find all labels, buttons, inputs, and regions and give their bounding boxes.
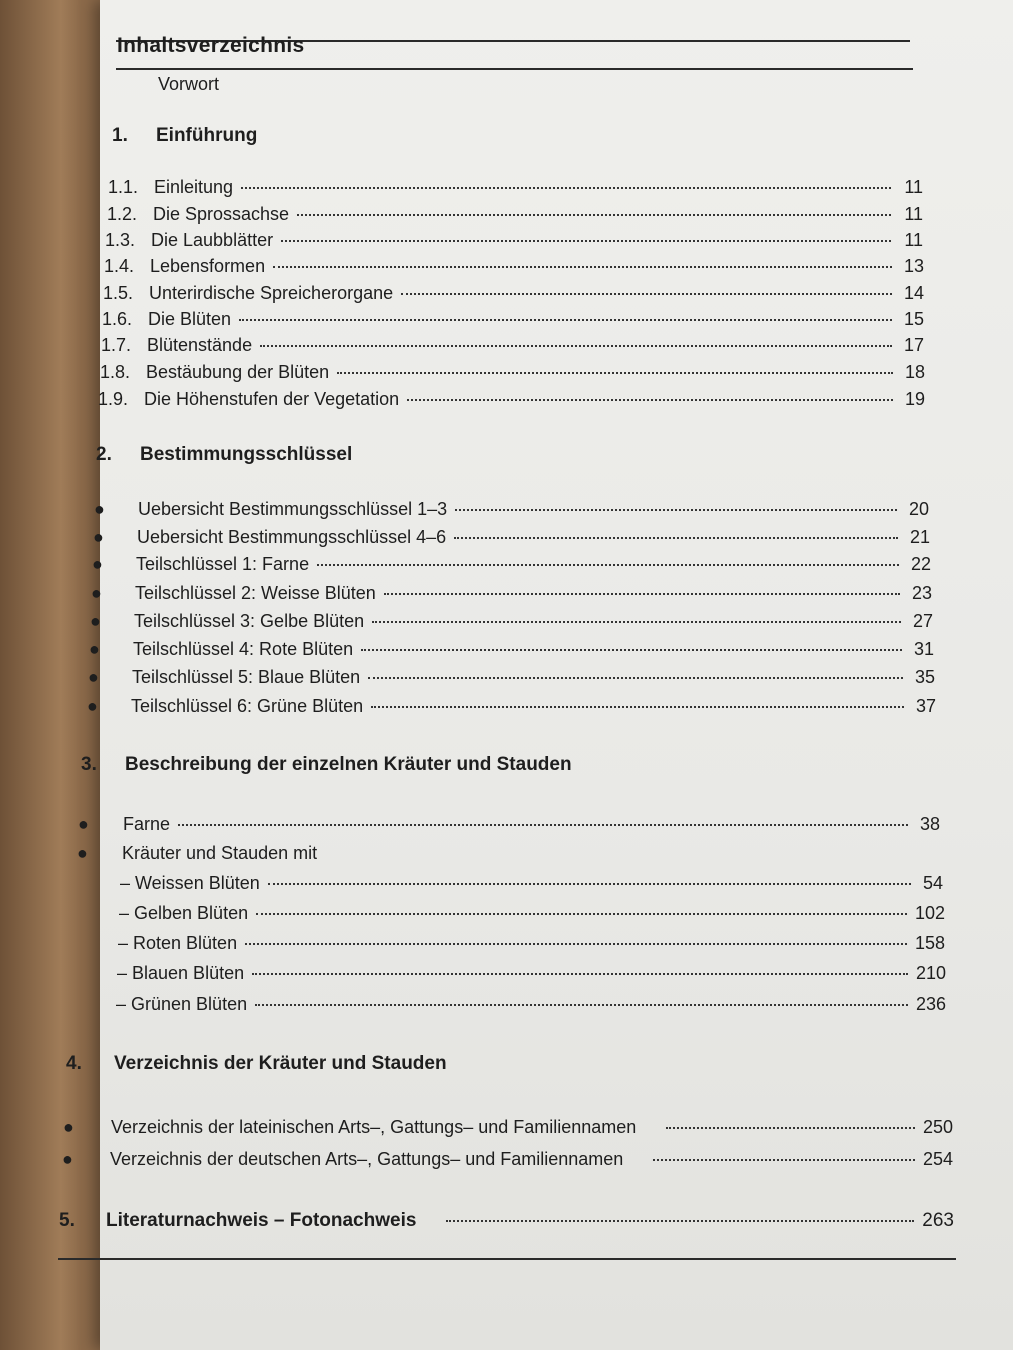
toc-page-number: 236 (915, 994, 946, 1014)
bullet-icon: ● (90, 611, 101, 631)
toc-page-number: 250 (922, 1117, 953, 1137)
bullet-icon: ● (78, 814, 89, 834)
toc-row (87, 696, 936, 717)
toc-page-number: 18 (904, 362, 925, 382)
toc-label: Lebensformen (150, 256, 266, 276)
toc-page-number: 158 (914, 933, 945, 953)
toc-row (101, 335, 924, 356)
section-2-heading (96, 444, 352, 466)
dot-leader (372, 621, 901, 623)
toc-label: Verzeichnis der lateinischen Arts–, Gattungs– und Familiennamen (111, 1117, 637, 1137)
section-3-heading (81, 754, 572, 776)
title-underline (116, 68, 913, 70)
toc-row (77, 843, 677, 864)
toc-row (94, 499, 929, 520)
toc-row (62, 1149, 953, 1170)
toc-row (117, 963, 946, 984)
preface-label: Vorwort (158, 74, 220, 94)
dot-leader (454, 537, 898, 539)
toc-number: 1.9. (98, 389, 129, 409)
toc-row (105, 230, 923, 251)
toc-page-number: 263 (922, 1210, 954, 1231)
bullet-icon: ● (62, 1149, 73, 1169)
toc-row (89, 639, 934, 660)
dot-leader (337, 372, 893, 374)
toc-row (100, 362, 925, 383)
toc-page-number: 54 (922, 873, 943, 893)
dot-leader (281, 240, 891, 242)
toc-number: 1.5. (103, 283, 134, 303)
bullet-icon: ● (92, 554, 103, 574)
toc-row (107, 204, 923, 225)
toc-page-number: 11 (904, 204, 923, 224)
toc-number: 1.3. (105, 230, 136, 250)
toc-label: – Grünen Blüten (116, 994, 248, 1014)
toc-page-number: 210 (915, 963, 946, 983)
toc-row (102, 309, 924, 330)
dot-leader (178, 824, 908, 826)
book-page (59, 0, 1013, 1350)
bullet-icon: ● (77, 843, 88, 863)
toc-label: Teilschlüssel 6: Grüne Blüten (131, 696, 364, 716)
toc-row (104, 256, 924, 277)
page-title: Inhaltsverzeichnis (117, 34, 305, 57)
section-5-number: 5. (59, 1210, 75, 1231)
toc-page-number: 27 (912, 611, 933, 631)
toc-label: Die Sprossachse (153, 204, 290, 224)
dot-leader (455, 509, 897, 511)
section-3-number: 3. (81, 754, 97, 775)
toc-row (90, 611, 933, 632)
toc-page-number: 13 (903, 256, 924, 276)
toc-row (98, 389, 925, 410)
dot-leader (252, 973, 908, 975)
bottom-rule (58, 1258, 956, 1260)
toc-label: Bestäubung der Blüten (146, 362, 330, 382)
dot-leader (241, 187, 891, 189)
dot-leader (384, 593, 900, 595)
toc-label: Die Höhenstufen der Vegetation (144, 389, 400, 409)
toc-label: Teilschlüssel 1: Farne (136, 554, 310, 574)
toc-page-number: 22 (910, 554, 931, 574)
bullet-icon: ● (63, 1117, 74, 1137)
toc-label: Verzeichnis der deutschen Arts–, Gattungs– und Familiennamen (110, 1149, 624, 1169)
toc-page-number: 254 (922, 1149, 953, 1169)
toc-row (118, 933, 945, 954)
dot-leader (255, 1004, 908, 1006)
bullet-icon: ● (88, 667, 99, 687)
section-5-title: Literaturnachweis – Fotonachweis (106, 1210, 417, 1231)
toc-number: 1.7. (101, 335, 132, 355)
bullet-icon: ● (91, 583, 102, 603)
toc-label: Teilschlüssel 4: Rote Blüten (133, 639, 354, 659)
dot-leader (297, 214, 891, 216)
toc-label: Teilschlüssel 5: Blaue Blüten (132, 667, 361, 687)
toc-label: – Gelben Blüten (119, 903, 249, 923)
toc-label: – Blauen Blüten (117, 963, 245, 983)
toc-row (103, 283, 924, 304)
dot-leader (666, 1127, 915, 1129)
toc-label: Unterirdische Spreicherorgane (149, 283, 394, 303)
dot-leader (245, 943, 907, 945)
toc-page-number: 11 (904, 177, 923, 197)
toc-row (91, 583, 932, 604)
section-4-title: Verzeichnis der Kräuter und Stauden (114, 1053, 447, 1074)
section-2-title: Bestimmungsschlüssel (140, 444, 353, 465)
dot-leader (371, 706, 904, 708)
dot-leader (268, 883, 911, 885)
dot-leader (260, 345, 892, 347)
toc-number: 1.8. (100, 362, 131, 382)
toc-row (119, 903, 945, 924)
bullet-icon: ● (93, 527, 104, 547)
toc-preface (158, 74, 219, 95)
toc-label: Die Laubblätter (151, 230, 274, 250)
toc-page-number: 21 (909, 527, 930, 547)
toc-page-number: 35 (914, 667, 935, 687)
toc-page-number: 23 (911, 583, 932, 603)
section-3-title: Beschreibung der einzelnen Kräuter und Stauden (125, 754, 572, 775)
toc-label: Teilschlüssel 3: Gelbe Blüten (134, 611, 365, 631)
toc-number: 1.2. (107, 204, 138, 224)
bullet-icon: ● (94, 499, 105, 519)
toc-number: 1.6. (102, 309, 133, 329)
toc-label: Kräuter und Stauden mit (122, 843, 318, 863)
toc-label: – Weissen Blüten (120, 873, 260, 893)
toc-row (88, 667, 935, 688)
toc-number: 1.4. (104, 256, 135, 276)
section-4-number: 4. (66, 1053, 82, 1074)
toc-label: Teilschlüssel 2: Weisse Blüten (135, 583, 376, 603)
toc-page-number: 14 (903, 283, 924, 303)
dot-leader (361, 649, 902, 651)
toc-page-number: 19 (904, 389, 925, 409)
toc-page-number: 37 (915, 696, 936, 716)
toc-label: Uebersicht Bestimmungsschlüssel 1–3 (138, 499, 448, 519)
toc-label: – Roten Blüten (118, 933, 238, 953)
dot-leader (273, 266, 892, 268)
toc-row (116, 994, 946, 1015)
toc-label: Einleitung (154, 177, 234, 197)
toc-row (63, 1117, 953, 1138)
dot-leader (368, 677, 903, 679)
toc-page-number: 38 (919, 814, 940, 834)
toc-row (120, 873, 943, 894)
section-2-number: 2. (96, 444, 112, 465)
dot-leader (407, 399, 893, 401)
toc-label: Uebersicht Bestimmungsschlüssel 4–6 (137, 527, 447, 547)
dot-leader (446, 1220, 914, 1222)
toc-page-number: 20 (908, 499, 929, 519)
toc-label: Die Blüten (148, 309, 232, 329)
toc-page-number: 15 (903, 309, 924, 329)
bullet-icon: ● (87, 696, 98, 716)
section-4-heading (66, 1053, 447, 1075)
toc-row (92, 554, 931, 575)
toc-page-number: 17 (903, 335, 924, 355)
dot-leader (653, 1159, 915, 1161)
toc-label: Blütenstände (147, 335, 253, 355)
dot-leader (256, 913, 907, 915)
section-1-heading (112, 125, 257, 147)
section-5-heading (59, 1210, 954, 1232)
toc-row (93, 527, 930, 548)
toc-row (108, 177, 923, 198)
toc-page-number: 102 (914, 903, 945, 923)
dot-leader (239, 319, 892, 321)
toc-number: 1.1. (108, 177, 139, 197)
dot-leader (401, 293, 892, 295)
toc-page-number: 11 (904, 230, 923, 250)
section-1-number: 1. (112, 125, 128, 146)
toc-label: Farne (123, 814, 171, 834)
toc-row (78, 814, 940, 835)
dot-leader (317, 564, 899, 566)
section-1-title: Einführung (156, 125, 258, 146)
bullet-icon: ● (89, 639, 100, 659)
toc-page-number: 31 (913, 639, 934, 659)
